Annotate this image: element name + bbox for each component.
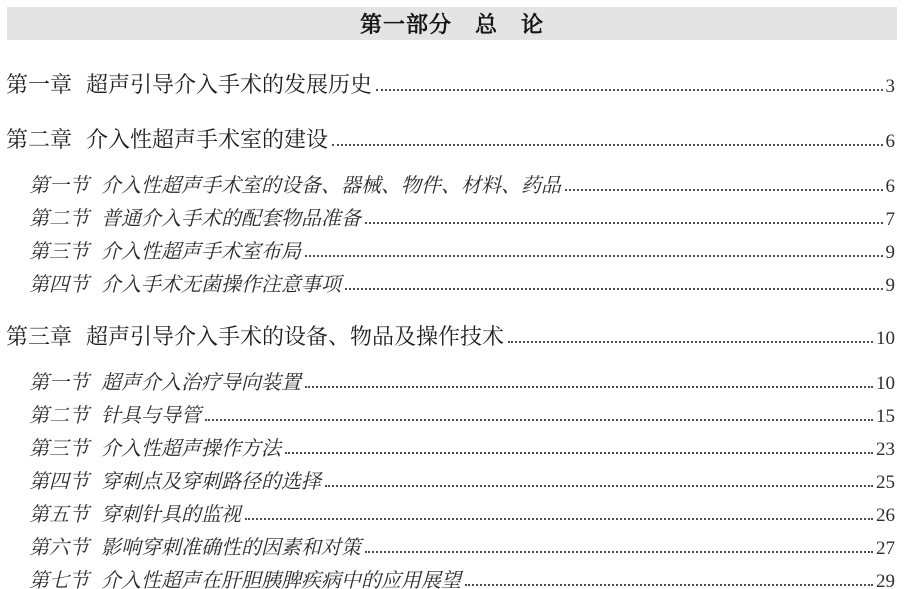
toc-entry xyxy=(0,240,895,265)
dotted-leader xyxy=(245,505,873,520)
entry-label: 第二节 xyxy=(29,208,89,230)
toc-entry xyxy=(0,371,895,396)
dotted-leader xyxy=(376,76,882,91)
toc-entry xyxy=(0,404,895,429)
entry-page: 10 xyxy=(876,328,895,349)
dotted-leader xyxy=(305,242,883,257)
toc-entry xyxy=(0,437,895,462)
toc-entry xyxy=(0,174,895,199)
entry-page: 7 xyxy=(885,209,895,230)
entry-page: 9 xyxy=(885,242,895,263)
entry-title: 介入性超声手术室的设备、器械、物件、材料、药品 xyxy=(101,175,561,197)
entry-label: 第六节 xyxy=(29,537,89,559)
toc-list xyxy=(0,71,910,589)
entry-title: 超声介入治疗导向装置 xyxy=(101,372,301,394)
dotted-leader xyxy=(205,406,873,421)
toc-entry xyxy=(0,536,895,561)
toc-entry xyxy=(0,503,895,528)
entry-title: 超声引导介入手术的设备、物品及操作技术 xyxy=(86,324,505,349)
entry-page: 6 xyxy=(885,176,895,197)
entry-title: 穿刺点及穿刺路径的选择 xyxy=(101,471,321,493)
entry-label: 第七节 xyxy=(29,570,89,589)
entry-label: 第二章 xyxy=(6,127,73,152)
dotted-leader xyxy=(365,538,873,553)
dotted-leader xyxy=(332,131,882,146)
entry-title: 介入手术无菌操作注意事项 xyxy=(101,274,341,296)
part-title: 第一部分 总 论 xyxy=(359,12,544,37)
dotted-leader xyxy=(325,472,873,487)
entry-label: 第一章 xyxy=(6,72,73,97)
entry-page: 10 xyxy=(876,373,895,394)
entry-page: 23 xyxy=(876,439,895,460)
dotted-leader xyxy=(365,209,883,224)
entry-title: 影响穿刺准确性的因素和对策 xyxy=(101,537,361,559)
dotted-leader xyxy=(465,571,873,586)
dotted-leader xyxy=(508,328,873,343)
toc-entry xyxy=(0,273,895,298)
toc-entry xyxy=(0,323,895,353)
entry-label: 第五节 xyxy=(29,504,89,526)
entry-title: 介入性超声操作方法 xyxy=(101,438,281,460)
entry-page: 29 xyxy=(876,571,895,589)
entry-label: 第四节 xyxy=(29,274,89,296)
entry-label: 第一节 xyxy=(29,175,89,197)
entry-title: 针具与导管 xyxy=(101,405,201,427)
entry-title: 介入性超声在肝胆胰脾疾病中的应用展望 xyxy=(101,570,461,589)
entry-label: 第四节 xyxy=(29,471,89,493)
entry-title: 普通介入手术的配套物品准备 xyxy=(101,208,361,230)
dotted-leader xyxy=(565,176,883,191)
entry-label: 第二节 xyxy=(29,405,89,427)
dotted-leader xyxy=(285,439,873,454)
entry-title: 介入性超声手术室的建设 xyxy=(86,127,329,152)
entry-title: 介入性超声手术室布局 xyxy=(101,241,301,263)
entry-page: 3 xyxy=(885,76,895,97)
dotted-leader xyxy=(305,373,873,388)
entry-page: 15 xyxy=(876,406,895,427)
toc-entry xyxy=(0,569,895,589)
entry-title: 超声引导介入手术的发展历史 xyxy=(86,72,373,97)
entry-label: 第三节 xyxy=(29,438,89,460)
entry-title: 穿刺针具的监视 xyxy=(101,504,241,526)
toc-entry xyxy=(0,71,895,101)
toc-entry xyxy=(0,470,895,495)
entry-page: 6 xyxy=(885,131,895,152)
dotted-leader xyxy=(345,275,883,290)
toc-entry xyxy=(0,126,895,156)
toc-entry xyxy=(0,207,895,232)
part-title-banner xyxy=(7,7,897,40)
entry-page: 26 xyxy=(876,505,895,526)
entry-label: 第三章 xyxy=(6,324,73,349)
entry-page: 27 xyxy=(876,538,895,559)
entry-label: 第三节 xyxy=(29,241,89,263)
entry-page: 9 xyxy=(885,275,895,296)
entry-label: 第一节 xyxy=(29,372,89,394)
entry-page: 25 xyxy=(876,472,895,493)
